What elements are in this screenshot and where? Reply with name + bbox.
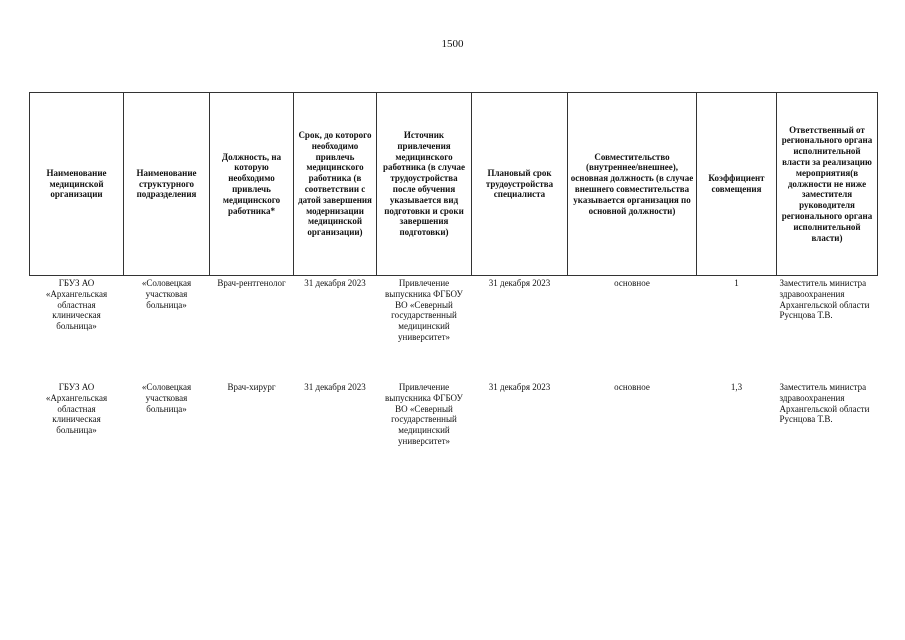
header-source: Источник привлечения медицинского работника (в случае трудоустройства после обучения указывается вид подготовки и сроки завершения подготовки) bbox=[377, 93, 472, 276]
cell-planned-date: 31 декабря 2023 bbox=[488, 382, 551, 392]
cell-organization: ГБУЗ АО «Архангельская областная клиническая больница» bbox=[45, 278, 108, 332]
cell-position: Врач-хирург bbox=[227, 382, 276, 392]
header-planned-date: Плановый срок трудоустройства специалиста bbox=[472, 93, 568, 276]
cell-combination: основное bbox=[614, 382, 650, 392]
header-responsible: Ответственный от регионального органа исполнительной власти за реализацию мероприятия(в должности не ниже заместителя руководителя регионального органа исполнительной власти) bbox=[777, 93, 878, 276]
cell-planned-date: 31 декабря 2023 bbox=[488, 278, 551, 288]
cell-division: «Соловецкая участковая больница» bbox=[141, 278, 192, 310]
cell-coefficient: 1 bbox=[734, 278, 739, 288]
page-number: 1500 bbox=[441, 38, 464, 50]
cell-deadline: 31 декабря 2023 bbox=[304, 278, 366, 288]
table-row bbox=[30, 380, 878, 484]
header-deadline: Срок, до которого необходимо привлечь медицинского работника (в соответствии с датой завершения модернизации медицинской организации) bbox=[294, 93, 377, 276]
header-combination: Совместительство (внутреннее/внешнее), основная должность (в случае внешнего совместительства указывается организация по основной должности) bbox=[568, 93, 697, 276]
cell-deadline: 31 декабря 2023 bbox=[304, 382, 366, 392]
header-coefficient: Коэффициент совмещения bbox=[697, 93, 777, 276]
cell-source: Привлечение выпускника ФГБОУ ВО «Северный государственный медицинский университет» bbox=[385, 382, 463, 446]
header-division: Наименование структурного подразделения bbox=[124, 93, 210, 276]
cell-division: «Соловецкая участковая больница» bbox=[141, 382, 192, 414]
cell-responsible: Заместитель министра здравоохранения Архангельской области Руснцова Т.В. bbox=[779, 382, 870, 425]
cell-organization: ГБУЗ АО «Архангельская областная клиническая больница» bbox=[45, 382, 108, 436]
header-row bbox=[30, 93, 878, 276]
workforce-plan-table bbox=[29, 92, 878, 484]
cell-position: Врач-рентгенолог bbox=[217, 278, 286, 288]
header-position: Должность, на которую необходимо привлечь медицинского работника* bbox=[210, 93, 294, 276]
cell-combination: основное bbox=[614, 278, 650, 288]
cell-coefficient: 1,3 bbox=[730, 382, 743, 392]
table-row bbox=[30, 276, 878, 381]
header-organization: Наименование медицинской организации bbox=[30, 93, 124, 276]
cell-source: Привлечение выпускника ФГБОУ ВО «Северный государственный медицинский университет» bbox=[385, 278, 463, 342]
cell-responsible: Заместитель министра здравоохранения Архангельской области Руснцова Т.В. bbox=[779, 278, 870, 321]
